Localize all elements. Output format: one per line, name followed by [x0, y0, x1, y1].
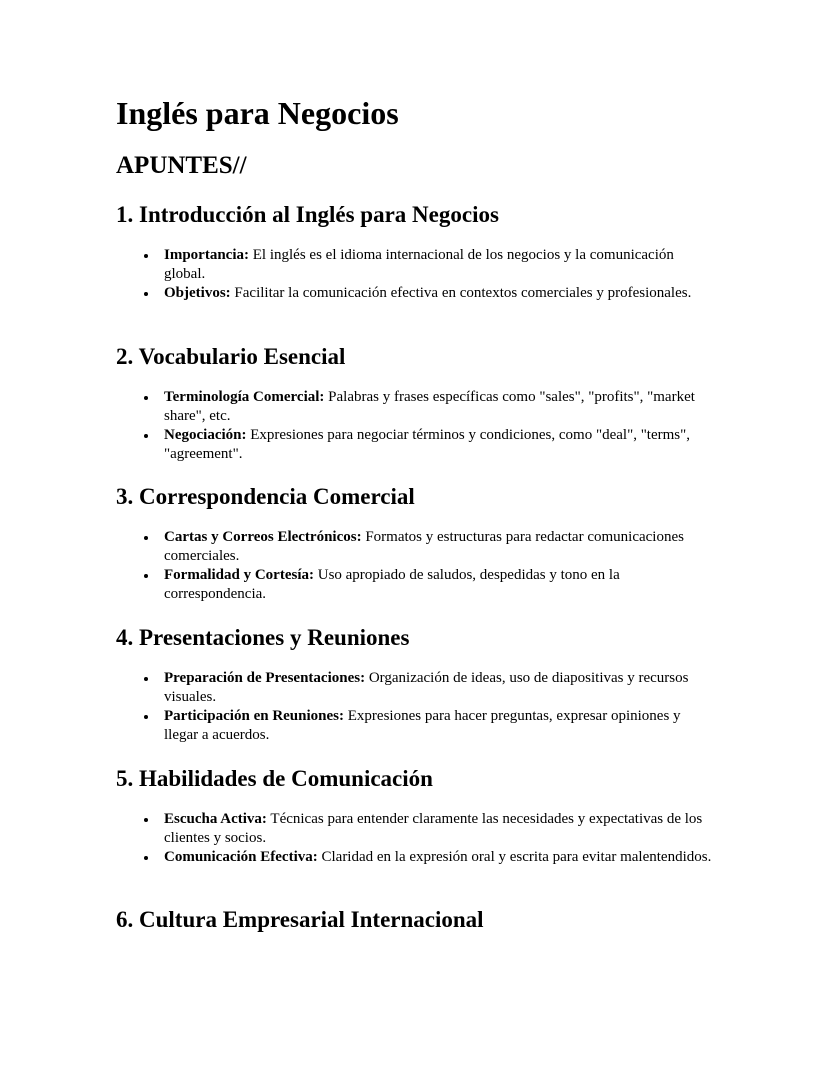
section-correspondencia	[116, 482, 716, 604]
section-presentaciones	[116, 623, 716, 745]
bullet-list	[116, 528, 716, 604]
section-heading: 6. Cultura Empresarial Internacional	[116, 907, 484, 932]
document-title: Inglés para Negocios	[116, 95, 399, 131]
item-term: Formalidad y Cortesía:	[164, 567, 314, 583]
item-text: Palabras y frases específicas como "sales", "profits", "market share", etc.	[164, 389, 695, 424]
item-text: Técnicas para entender claramente las necesidades y expectativas de los clientes y socios.	[164, 811, 703, 846]
section-heading: 1. Introducción al Inglés para Negocios	[116, 202, 499, 227]
section-habilidades	[116, 764, 716, 867]
item-text: Uso apropiado de saludos, despedidas y tono en la correspondencia.	[164, 567, 620, 602]
section-heading: 3. Correspondencia Comercial	[116, 484, 415, 509]
item-term: Negociación:	[164, 427, 247, 443]
document-subtitle: APUNTES//	[116, 152, 247, 179]
item-term: Comunicación Efectiva:	[164, 849, 318, 865]
list-item	[164, 707, 716, 745]
item-text: Expresiones para negociar términos y condiciones, como "deal", "terms", "agreement".	[164, 427, 691, 462]
bullet-list	[116, 246, 716, 303]
list-item	[164, 669, 716, 707]
item-text: Organización de ideas, uso de diapositivas y recursos visuales.	[164, 670, 689, 705]
list-item	[164, 810, 716, 848]
item-text: Expresiones para hacer preguntas, expresar opiniones y llegar a acuerdos.	[164, 708, 681, 743]
section-cultura	[116, 905, 716, 935]
section-heading: 5. Habilidades de Comunicación	[116, 766, 433, 791]
section-introduccion	[116, 200, 716, 303]
bullet-list	[116, 669, 716, 745]
item-term: Participación en Reuniones:	[164, 708, 344, 724]
item-term: Importancia:	[164, 247, 249, 263]
list-item	[164, 426, 716, 464]
bullet-list	[116, 810, 716, 867]
list-item	[164, 284, 716, 303]
item-term: Terminología Comercial:	[164, 389, 325, 405]
section-heading: 4. Presentaciones y Reuniones	[116, 625, 410, 650]
list-item	[164, 566, 716, 604]
list-item	[164, 388, 716, 426]
list-item	[164, 528, 716, 566]
item-term: Preparación de Presentaciones:	[164, 670, 366, 686]
bullet-list	[116, 388, 716, 464]
item-text: Formatos y estructuras para redactar comunicaciones comerciales.	[164, 529, 684, 564]
list-item	[164, 848, 716, 867]
item-text: El inglés es el idioma internacional de los negocios y la comunicación global.	[164, 247, 674, 282]
item-text: Facilitar la comunicación efectiva en contextos comerciales y profesionales.	[230, 285, 692, 301]
item-term: Cartas y Correos Electrónicos:	[164, 529, 362, 545]
section-vocabulario	[116, 342, 716, 464]
item-text: Claridad en la expresión oral y escrita para evitar malentendidos.	[317, 849, 712, 865]
section-heading: 2. Vocabulario Esencial	[116, 344, 346, 369]
list-item	[164, 246, 716, 284]
item-term: Objetivos:	[164, 285, 231, 301]
item-term: Escucha Activa:	[164, 811, 267, 827]
